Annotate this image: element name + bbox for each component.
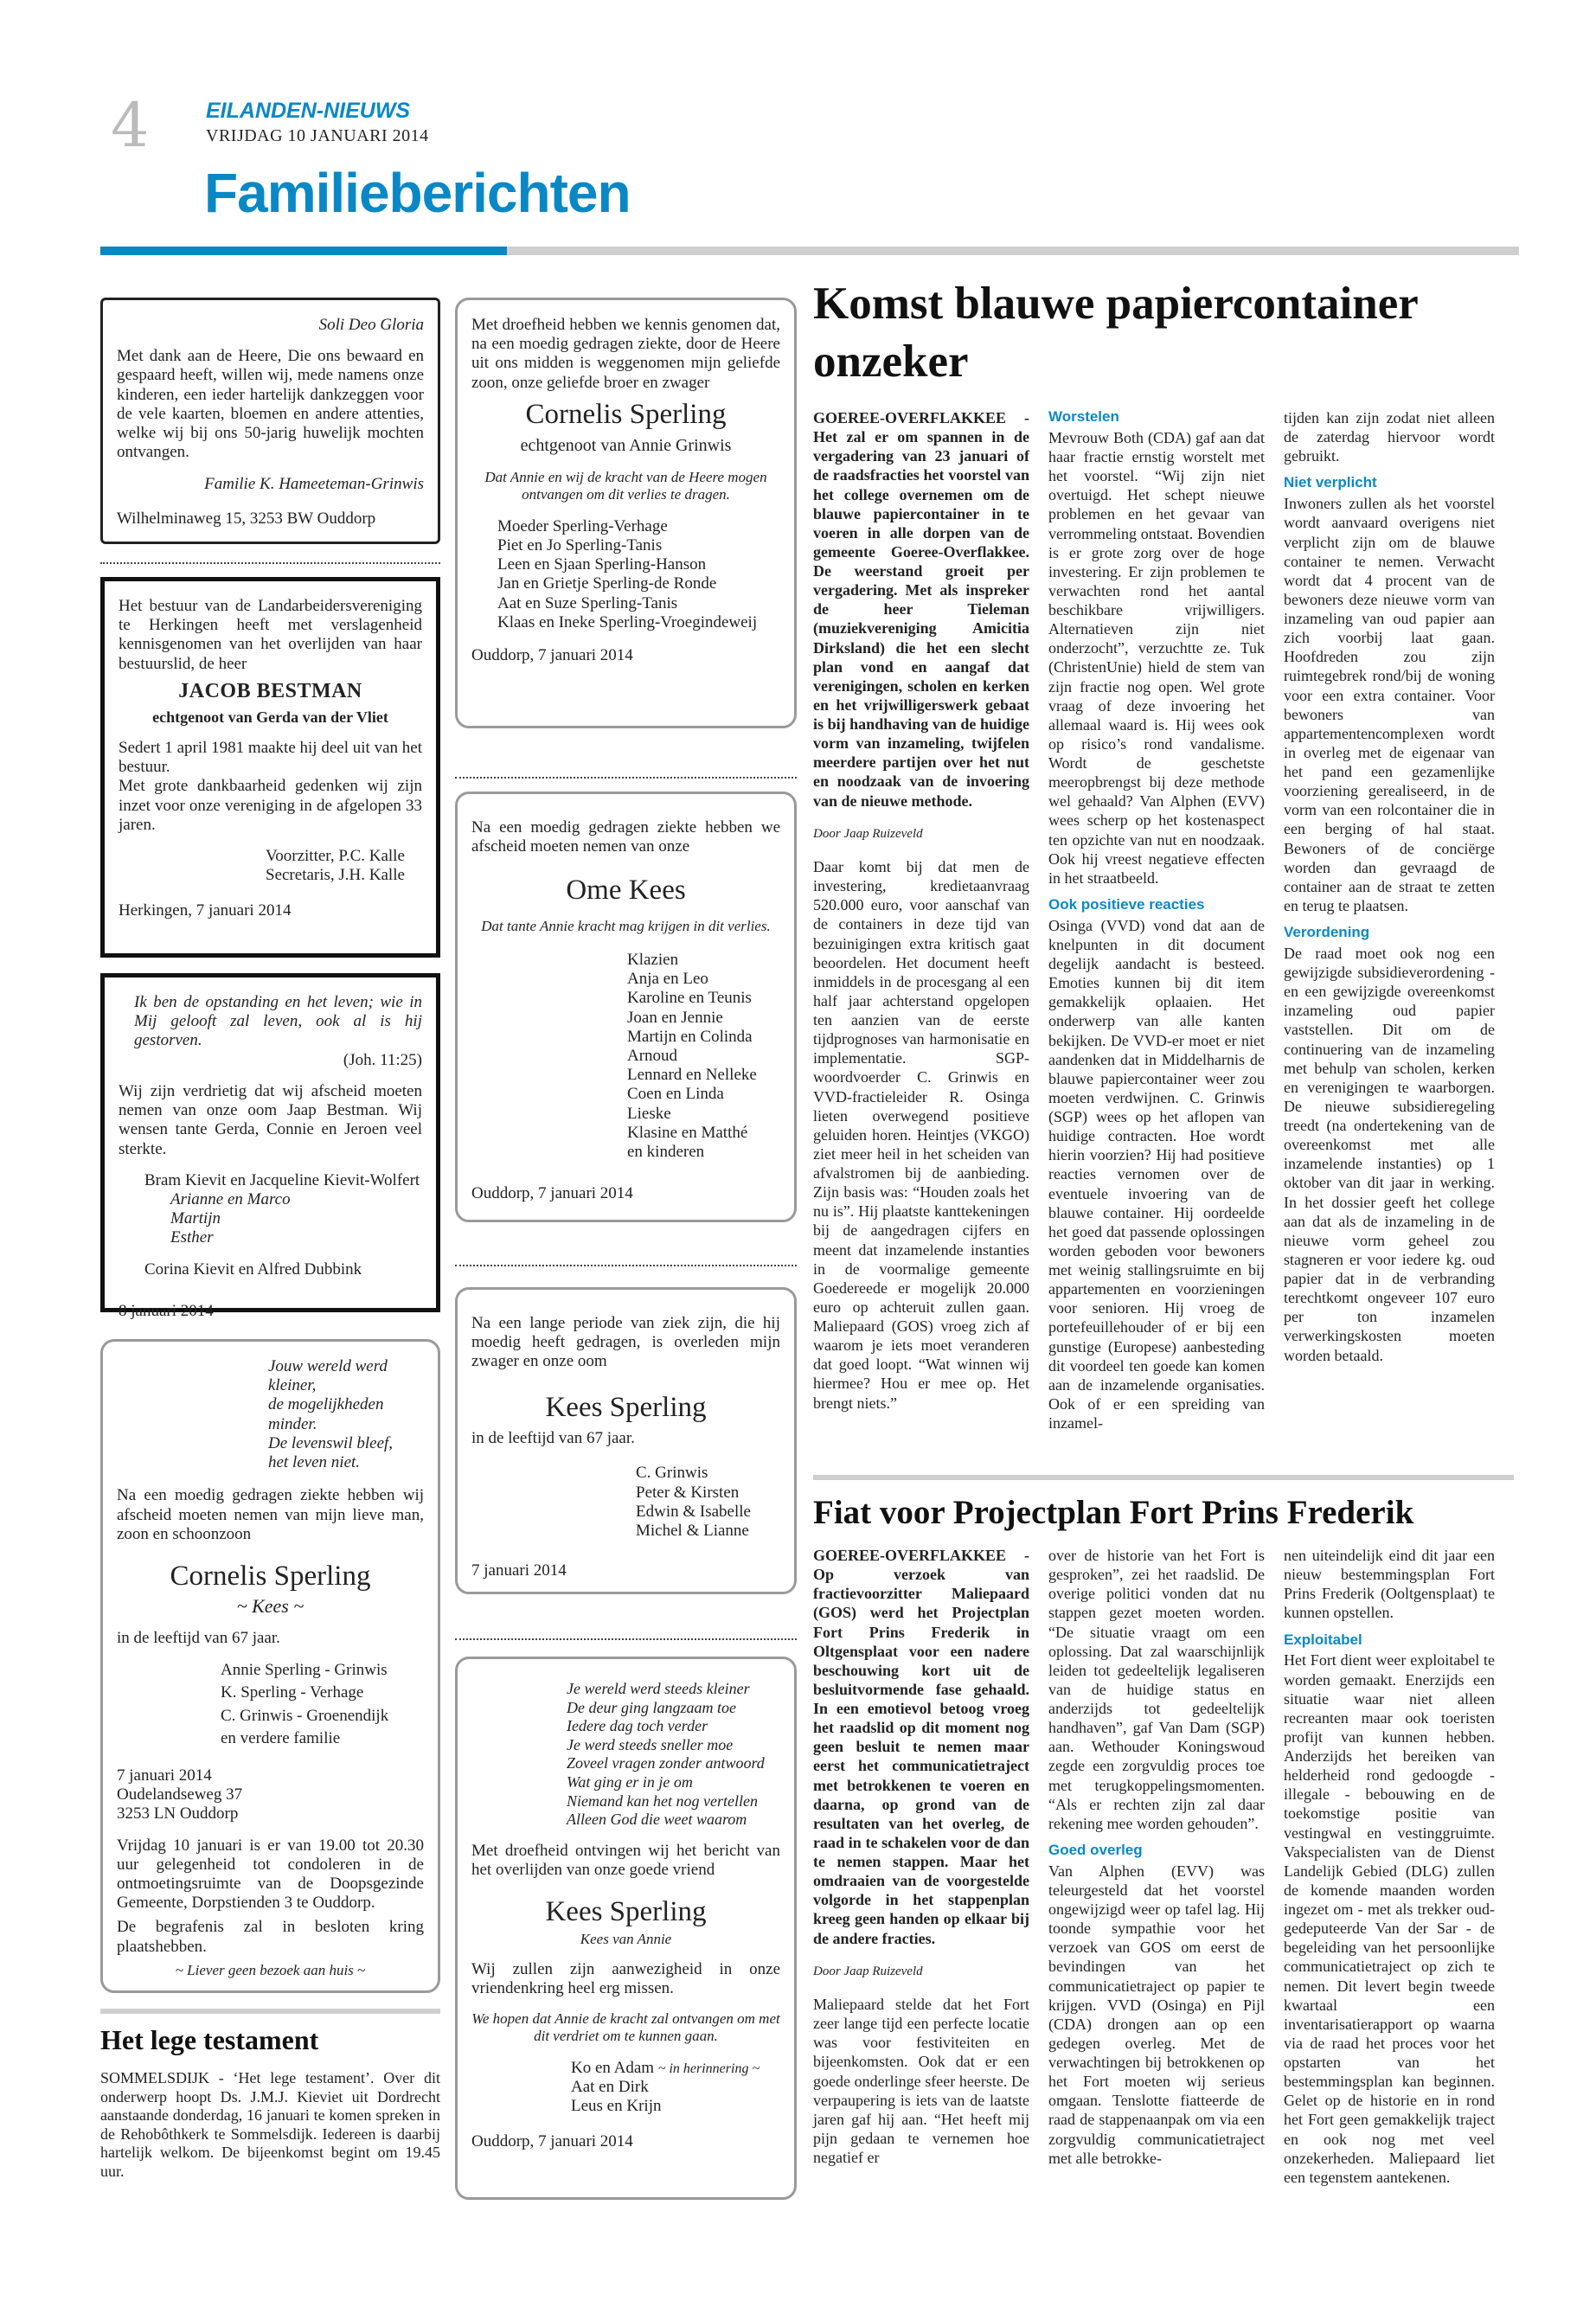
notice-intro: Na een moedig gedragen ziekte hebben we afscheid moeten nemen van onze: [471, 818, 780, 856]
visit-note: ~ Liever geen bezoek aan huis ~: [175, 1961, 366, 1978]
article-column-1: [813, 1546, 1029, 2176]
deceased-age: in de leeftijd van 67 jaar.: [471, 1429, 635, 1448]
family-member: K. Sperling - Verhage: [221, 1683, 364, 1702]
condolence-info: Vrijdag 10 januari is er van 19.00 tot 20.30 uur gelegenheid tot condoleren in de ontmoetingsruimte van de Doopsgezinde Gemeente, Dorpstienden 3 te Ouddorp.: [117, 1836, 424, 1913]
notice-signature: Familie K. Hameeteman-Grinwis: [204, 474, 424, 493]
family-member: Anja en Leo: [627, 970, 708, 989]
family-member: Martijn en Colinda: [627, 1027, 753, 1046]
family-member: Aat en Dirk: [571, 2078, 649, 2097]
deceased-age: in de leeftijd van 67 jaar.: [117, 1629, 280, 1648]
notice-ome-kees: [455, 792, 797, 1222]
family-member: Arnoud: [627, 1047, 678, 1066]
deceased-name: Cornelis Sperling: [525, 398, 727, 430]
poem-line: Zoveel vragen zonder antwoord: [567, 1754, 765, 1772]
article-column-3: [1284, 408, 1495, 1374]
notice-quote: We hopen dat Annie de kracht zal ontvangen om met dit verdriet om te kunnen gaan.: [471, 2010, 780, 2044]
family-member: Peter & Kirsten: [636, 1483, 740, 1502]
family-member: C. Grinwis - Groenendijk: [221, 1706, 389, 1725]
notice-paragraph: Sedert 1 april 1981 maakte hij deel uit van het bestuur.: [119, 739, 422, 777]
newspaper-logo: EILANDEN-NIEUWS: [206, 99, 411, 123]
family-member: Lieske: [627, 1104, 671, 1123]
family-member: C. Grinwis: [636, 1464, 708, 1483]
divider: [455, 1265, 797, 1266]
family-member: Michel & Lianne: [636, 1522, 749, 1541]
signature-secretary: Secretaris, J.H. Kalle: [266, 866, 405, 885]
family-member: Esther: [170, 1228, 214, 1247]
notice-family-kievit: [100, 973, 440, 1320]
family-member: Joan en Jennie: [627, 1008, 723, 1027]
article-paragraph: Inwoners zullen als het voorstel wordt aanvaard overigens niet verplicht zijn om de blauwe container te nemen. Verwacht wordt dat 4 procent van de bewoners deze nieuwe vorm van inzameling van oud papier aan zich voorbij laat gaan. Hoofdreden zou zijn ruimtegebrek rond/bij de woning voor een extra container. Voor bewoners van appartementencomplexen wordt in overleg met de eigenaar van het pand een gezamenlijke voorziening gerealiseerd, in de vorm van een rolcontainer die in een berging of hal staat. Bewoners of de conciërge worden dan gevraagd de container aan de straat te zetten en terug te plaatsen.: [1284, 495, 1495, 914]
family-member: Arianne en Marco: [170, 1189, 291, 1208]
bible-quote: Ik ben de opstanding en het leven; wie in Mij gelooft zal leven, ook al is hij gestorven.: [134, 993, 422, 1050]
notice-body: Wij zijn verdrietig dat wij afscheid moeten nemen van onze oom Jaap Bestman. Wij wensen tante Gerda, Connie en Jeroen veel sterkte.: [119, 1081, 422, 1158]
article-subheading: Goed overleg: [1048, 1841, 1143, 1858]
notice-kees-sperling-friends: [455, 1657, 797, 2200]
notice-kees-sperling-grinwis: [455, 1287, 797, 1594]
notice-body: Met dank aan de Heere, Die ons bewaard en gespaard heeft, willen wij, mede namens onze kinderen, een ieder hartelijk dankzeggen voor de vele kaarten, bloemen en andere attenties, welke wij bij ons 50-jarig huwelijk mochten ontvangen.: [117, 347, 424, 462]
article-subheading: Verordening: [1284, 924, 1370, 941]
notice-association-bestman: [100, 577, 440, 958]
family-member: Coen en Linda: [627, 1085, 724, 1104]
poem-line: Iedere dag toch verder: [567, 1717, 708, 1735]
notice-place-date: Ouddorp, 7 januari 2014: [471, 1184, 633, 1203]
family-line: Corina Kievit en Alfred Dubbink: [144, 1259, 362, 1279]
deceased-name: Kees Sperling: [545, 1391, 707, 1423]
family-member: Aat en Suze Sperling-Tanis: [497, 593, 678, 612]
issue-date: VRIJDAG 10 JANUARI 2014: [206, 126, 429, 145]
notice-intro: Met droefheid ontvingen wij het bericht van het overlijden van onze goede vriend: [471, 1841, 780, 1879]
poem-line: De levenswil bleef,: [268, 1433, 394, 1452]
family-member: Klaas en Ineke Sperling-Vroegindeweij: [497, 612, 758, 631]
address-line: Oudelandseweg 37: [117, 1785, 243, 1804]
notice-place-date: Ouddorp, 7 januari 2014: [471, 2131, 633, 2150]
article-subheading: Niet verplicht: [1284, 474, 1377, 491]
article-lead: GOEREE-OVERFLAKKEE - Het zal er om spannen in de vergadering van 23 januari of de raadsfracties het voorstel van het college overnemen om de blauwe papiercontainer in te voeren in alle dorpen van de gemeente Goeree-Overflakkee. De weerstand groeit per vergadering. Met als inspreker de heer Tieleman (muziekvereniging Amicitia Dirksland) die het een slecht plan vond en aangaf dat verenigingen, scholen en kerken en het vrijwilligerswerk gebaat is bij handhaving van de huidige vorm van inzameling, twijfelen meerdere partijen over het nut en noodzaak van de invoering van de nieuwe methode.: [813, 409, 1029, 810]
notice-date: 7 januari 2014: [117, 1766, 212, 1785]
notice-place-date: Ouddorp, 7 januari 2014: [471, 645, 633, 664]
funeral-info: De begrafenis zal in besloten kring plaatshebben.: [117, 1918, 424, 1956]
notice-paragraph: Wij zullen zijn aanwezigheid in onze vriendenkring heel erg missen.: [471, 1959, 780, 1997]
divider: [100, 562, 440, 564]
article-subheading: Worstelen: [1048, 408, 1119, 425]
family-member: Annie Sperling - Grinwis: [221, 1660, 388, 1679]
family-member: Lennard en Nelleke: [627, 1066, 757, 1085]
poem-line: Wat ging er in je om: [567, 1772, 693, 1791]
family-member: Leus en Krijn: [571, 2097, 662, 2116]
article-headline: Het lege testament: [100, 2024, 319, 2055]
poem-line: Je werd steeds sneller moe: [567, 1735, 734, 1753]
article-column-2: [1048, 408, 1265, 1441]
article-subheading: Ook positieve reacties: [1048, 895, 1205, 913]
page-number: 4: [111, 90, 150, 161]
section-title: Familieberichten: [204, 162, 631, 224]
divider: [455, 1638, 797, 1640]
deceased-nickname: ~ Kees ~: [236, 1594, 304, 1617]
family-member: Piet en Jo Sperling-Tanis: [497, 535, 663, 554]
family-member: Moeder Sperling-Verhage: [497, 516, 668, 535]
article-subheading: Exploitabel: [1284, 1631, 1362, 1648]
article-lead: GOEREE-OVERFLAKKEE - Op verzoek van fractievoorzitter Maliepaard (GOS) werd het Projectplan Fort Prins Frederik in Oltgensplaat voor een nadere beschouwing kort uit de besluitvormende fase gehaald. In een emotievol betoog vroeg het raadslid op dit moment nog geen besluit te nemen maar eerst het communicatietraject met betrokkenen te voeren en daarna, op grond van de resultaten van het overleg, de raad in te schakelen voor de dan te nemen stappen. Maar het omdraaien van de voorgestelde volgorde in het stappenplan kreeg geen handen op elkaar bij de andere fracties.: [813, 1547, 1029, 1947]
family-member: Jan en Grietje Sperling-de Ronde: [497, 574, 717, 593]
divider: [455, 777, 797, 779]
deceased-nickname: Kees van Annie: [580, 1930, 672, 1947]
family-member: Ko en Adam: [571, 2058, 655, 2077]
notice-date: 8 januari 2014: [119, 1301, 214, 1320]
article-body: SOMMELSDIJK - ‘Het lege testament’. Over dit onderwerp hoopt Ds. J.M.J. Kieviet uit Dordrecht aanstaande donderdag, 16 januari te komen spreken in de Rehobôthkerk te Sommelsdijk. Iedereen is daarbij hartelijk welkom. De bijeenkomst begint om 19.45 uur.: [100, 2069, 440, 2180]
poem-line: Jouw wereld werd kleiner,: [268, 1357, 388, 1395]
article-paragraph: Mevrouw Both (CDA) gaf aan dat haar fractie ernstig worstelt met het voorstel. “Wij zijn niet overtuigd. Het schept nieuwe problemen en het gevaar van verrommeling ontstaat. Bovendien is er grote zorg over de hoge investering. Er zijn problemen te verwachten rond het aantal beschikbare vrijwilligers. Alternatieven zijn niet onderzocht”, verzuchtte ze. Tuk (ChristenUnie) hield de stem van zijn fractie nog open. Wel grote vraag of deze invoering het allemaal waard is. Hij wees ook op risico’s rond vandalisme. Wordt de geschetste meeropbrengst bij deze methode wel gehaald? Van Alphen (EVV) wees scherp op het kostenaspect ten opzichte van nut en noodzaak. Ook hij vreest negatieve effecten in het straatbeeld.: [1048, 428, 1265, 887]
deceased-spouse: echtgenoot van Annie Grinwis: [520, 436, 732, 456]
deceased-name: Cornelis Sperling: [170, 1560, 371, 1592]
article-paragraph: nen uiteindelijk eind dit jaar een nieuw bestemmingsplan Fort Prins Frederik (Ooltgensplaat) te kunnen opstellen.: [1284, 1547, 1495, 1622]
family-member: Klazien: [627, 950, 679, 969]
notice-intro: Na een lange periode van ziek zijn, die hij moedig heeft gedragen, is overleden mijn zwager en onze oom: [471, 1314, 780, 1371]
article-byline: Door Jaap Ruizeveld: [813, 1964, 923, 1978]
article-rule: [813, 1475, 1514, 1480]
address-line: 3253 LN Ouddorp: [117, 1804, 239, 1823]
column-rule: [100, 2009, 440, 2014]
family-member: Edwin & Isabelle: [636, 1502, 751, 1521]
family-member: Leen en Sjaan Sperling-Hanson: [497, 555, 707, 574]
notice-motto: Soli Deo Gloria: [318, 316, 424, 334]
family-member: Karoline en Teunis: [627, 989, 752, 1008]
poem-line: het leven niet.: [268, 1453, 361, 1472]
header-rule-accent: [100, 247, 507, 255]
family-member: en kinderen: [627, 1143, 705, 1162]
notice-paragraph: Met grote dankbaarheid gedenken wij zijn inzet voor onze vereniging in de afgelopen 33 jaren.: [119, 777, 422, 834]
article-headline: Fiat voor Projectplan Fort Prins Frederik: [813, 1494, 1414, 1531]
article-paragraph: over de historie van het Fort is gesproken”, zei het raadslid. De overige politici vonden dat nu stappen gezet moeten worden. “De situatie vraagt om een oplossing. Dat zal waarschijnlijk leiden tot gedeeltelijk legaliseren van de huidige status en anderzijds tot gedeeltelijk handhaven”, gaf Van Dam (SGP) aan. Wethouder Koningswoud zegde een zorgvuldig proces toe met terugkoppelingsmomenten. “Als er rechten zijn zal daar rekening mee worden gehouden”.: [1048, 1547, 1265, 1832]
bible-reference: (Joh. 11:25): [343, 1050, 422, 1069]
family-member: Klasine en Matthé: [627, 1123, 748, 1142]
notice-cornelis-sperling-siblings: [455, 298, 797, 728]
article-column-2: [1048, 1546, 1265, 2176]
deceased-name: Ome Kees: [566, 875, 686, 907]
article-paragraph: Maliepaard stelde dat het Fort zeer lange tijd een perfecte locatie was voor festiviteiten en bijeenkomsten. Ook dat er een goede onderlinge sfeer heerste. De verpaupering is iets van de laatste jaren gaf hij aan. “Het heeft mij pijn gedaan te vernemen hoe negatief er: [813, 1996, 1029, 2167]
article-paragraph: Het Fort dient weer exploitabel te worden gemaakt. Enerzijds een situatie waar niet alleen recreanten maar ook toeristen profijt van kunnen hebben. Anderzijds het bereiken van helderheid rond gedoogde - illegale - bebouwing en de toekomstige positie van vestingwal en vestinggruimte. Vakspecialisten van de Dienst Landelijk Gebied (DLG) zullen de komende maanden worden ingezet om - met als trekker oud-gedeputeerde Van der Sar - de begeleiding van het persoonlijke communicatietraject op zich te nemen. Dit levert begin tweede kwartaal een inventarisatierapport op waarna via de raad het proces voor het opstarten van het bestemmingsplan kan beginnen. Gelet op de historie en in rond het Fort geen gemakkelijk traject en ook nog met veel onzekerheden. Maliepaard liet een tegenstem aantekenen.: [1284, 1651, 1495, 2186]
notice-intro: Het bestuur van de Landarbeidersvereniging te Herkingen heeft met verslagenheid kennisgenomen van het overlijden van haar bestuurslid, de heer: [119, 597, 422, 673]
article-headline: Komst blauwe papiercontainer onzeker: [813, 279, 1418, 388]
deceased-spouse: echtgenoot van Gerda van der Vliet: [152, 708, 388, 726]
notice-place-date: Herkingen, 7 januari 2014: [119, 901, 292, 920]
family-member: en verdere familie: [221, 1729, 341, 1748]
notice-cornelis-sperling-family: [100, 1339, 440, 1993]
deceased-name: Kees Sperling: [545, 1896, 707, 1928]
notice-address: Wilhelminaweg 15, 3253 BW Ouddorp: [117, 509, 376, 528]
poem-line: Alleen God die weet waarom: [567, 1811, 747, 1829]
article-paragraph: Osinga (VVD) vond dat aan de knelpunten in dit document degelijk aandacht is besteed. Emoties kunnen bij dit item gemakkelijk oplaaien. Het onderwerp van alle kanten bekijken. De VVD-er moet er niet aandenken dat in Middelharnis de blauwe papiercontainer weer zou moeten verdwijnen. C. Grinwis (SGP) wees op het aflopen van huidige contracten. Hoe wordt hierin voorzien? Hij had positieve reacties vernomen over de eventuele invoering van de blauwe container. Hij oordeelde het goed dat passende oplossingen worden geboden voor bewoners met weinig stallingsruimte en bij appartementen en voorzieningen voor senioren. Hij vroeg de portefeuillehouder of er bij een gunstige (Europese) aanbesteding dit voordeel ten goede kan komen aan de inzamelende organisaties. Ook of er een spreiding van inzamel-: [1048, 916, 1265, 1433]
poem-line: De deur ging langzaam toe: [567, 1698, 736, 1716]
article-paragraph: De raad moet ook nog een gewijzigde subsidieverordening - en een gewijzigde overeenkomst inzameling oud papier vaststellen. Dit om de continuering van de inzameling met behulp van scholen, kerken en verenigingen te waarborgen. De nieuwe subsidieregeling treedt (na ondertekening van de overeenkomst met alle inzamelende instanties) op 1 oktober van dit jaar in werking. In het dossier geeft het college aan dat als de inzameling in de nieuwe vorm geheel zou stagneren er voor iedere kg. oud papier dat in de verbranding terechtkomt ongeveer 107 euro per ton inzamelen verwerkingskosten moeten worden betaald.: [1284, 944, 1495, 1364]
notice-quote: Dat tante Annie kracht mag krijgen in dit verlies.: [481, 918, 771, 935]
memorial-note: ~ in herinnering ~: [657, 2061, 760, 2076]
article-paragraph: Daar komt bij dat men de investering, kredietaanvraag 520.000 euro, voor aanschaf van de containers in deze tijd van bezuinigingen extra kritisch gaat beoordelen. Het document heeft inmiddels in de procesgang al een half jaar achterstand opgelopen ten aanzien van de eerste tijdprognoses van harmonisatie en implementatie. SGP-woordvoerder C. Grinwis en VVD-fractieleider R. Osinga lieten overwegend positieve geluiden horen. Heintjes (VKGO) ziet meer heil in het scheiden van afvalstromen bij de aanbieding. Zijn basis was: “Houden zoals het nu is”. Hij plaatste kanttekeningen bij de aangedragen cijfers en meent dat inzamelende instanties in de voormalige gemeente Goedereede er mogelijk 20.000 euro op achteruit zullen gaan. Maliepaard (GOS) vroeg zich af waarom je iets moet veranderen dat goed loopt. “Wat winnen wij hiermee? Hou er mee op. Het brengt niets.”: [813, 858, 1029, 1412]
notice-anniversary-thanks: [100, 298, 440, 544]
family-line: Bram Kievit en Jacqueline Kievit-Wolfert: [144, 1170, 420, 1189]
notice-intro: Na een moedig gedragen ziekte hebben wij afscheid moeten nemen van mijn lieve man, zoon en schoonzoon: [117, 1486, 424, 1543]
poem-line: Niemand kan het nog vertellen: [567, 1791, 758, 1810]
notice-intro: Met droefheid hebben we kennis genomen dat, na een moedig gedragen ziekte, door de Heere uit ons midden is weggenomen mijn geliefde zoon, onze geliefde broer en zwager: [471, 316, 780, 392]
poem-line: Je wereld werd steeds kleiner: [567, 1680, 750, 1697]
notice-date: 7 januari 2014: [471, 1561, 567, 1580]
article-paragraph: Van Alphen (EVV) was teleurgesteld dat het voorstel ongewijzigd weer op tafel lag. Hij toonde sympathie voor het verzoek van GOS om eerst de bevindingen van het communicatietraject op papier te krijgen. VVD (Osinga) en Pijl (CDA) drongen aan op een gedegen overleg. Met de verwachtingen bij betrokkenen op het Fort moeten wij serieus omgaan. Tenslotte fiatteerde de raad de stappenaanpak om via een zorgvuldig communicatietraject met alle betrokke-: [1048, 1862, 1265, 2167]
signature-chair: Voorzitter, P.C. Kalle: [266, 847, 405, 866]
article-column-3: [1284, 1546, 1495, 2195]
article-paragraph: tijden kan zijn zodat niet alleen de zaterdag hiervoor wordt gebruikt.: [1284, 409, 1495, 465]
poem-line: de mogelijkheden minder.: [268, 1395, 384, 1433]
family-member: Martijn: [170, 1209, 221, 1228]
article-column-1: [813, 408, 1029, 1421]
notice-quote: Dat Annie en wij de kracht van de Heere mogen ontvangen om dit verlies te dragen.: [484, 468, 767, 503]
article-byline: Door Jaap Ruizeveld: [813, 826, 923, 841]
deceased-name: JACOB BESTMAN: [178, 679, 362, 702]
